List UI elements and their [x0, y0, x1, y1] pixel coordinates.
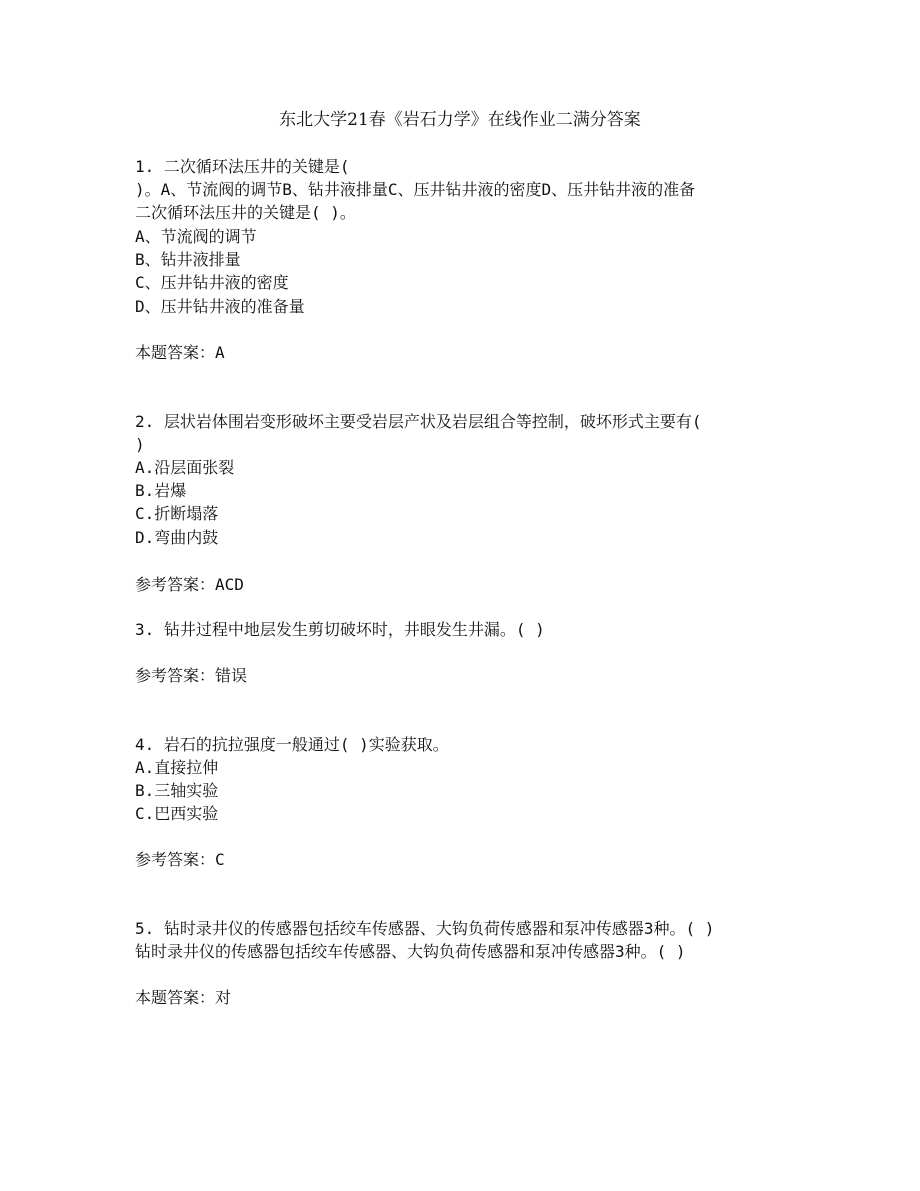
question-5-answer: 本题答案：对	[135, 988, 232, 1007]
question-2-option-b: B.岩爆	[135, 481, 187, 500]
question-2-text: 2. 层状岩体围岩变形破坏主要受岩层产状及岩层组合等控制，破坏形式主要有(	[135, 412, 702, 431]
question-1-text: 二次循环法压井的关键是( )。	[135, 203, 356, 222]
question-2-answer: 参考答案：ACD	[135, 575, 244, 594]
question-1-text: )。A、节流阀的调节B、钻井液排量C、压井钻井液的密度D、压井钻井液的准备	[135, 180, 696, 199]
question-2-option-a: A.沿层面张裂	[135, 458, 235, 477]
question-1-text: 1. 二次循环法压井的关键是(	[135, 157, 350, 176]
question-1-option-b: B、钻井液排量	[135, 250, 241, 269]
question-5-text: 钻时录井仪的传感器包括绞车传感器、大钩负荷传感器和泵冲传感器3种。( )	[135, 942, 686, 961]
question-4-answer: 参考答案：C	[135, 850, 225, 869]
question-4-option-a: A.直接拉伸	[135, 758, 219, 777]
question-1-option-d: D、压井钻井液的准备量	[135, 297, 305, 316]
question-4-option-c: C.巴西实验	[135, 804, 219, 823]
question-2-option-c: C.折断塌落	[135, 504, 219, 523]
document-title: 东北大学21春《岩石力学》在线作业二满分答案	[279, 110, 641, 130]
question-4-text: 4. 岩石的抗拉强度一般通过( )实验获取。	[135, 735, 449, 754]
question-1-option-c: C、压井钻井液的密度	[135, 273, 289, 292]
question-1-option-a: A、节流阀的调节	[135, 227, 257, 246]
question-2-text: )	[135, 435, 145, 454]
question-2-option-d: D.弯曲内鼓	[135, 528, 219, 547]
question-3-answer: 参考答案：错误	[135, 666, 248, 685]
question-3-text: 3. 钻井过程中地层发生剪切破坏时，井眼发生井漏。( )	[135, 620, 545, 639]
question-1-answer: 本题答案：A	[135, 343, 225, 362]
question-5-text: 5. 钻时录井仪的传感器包括绞车传感器、大钩负荷传感器和泵冲传感器3种。( )	[135, 919, 715, 938]
question-4-option-b: B.三轴实验	[135, 781, 219, 800]
